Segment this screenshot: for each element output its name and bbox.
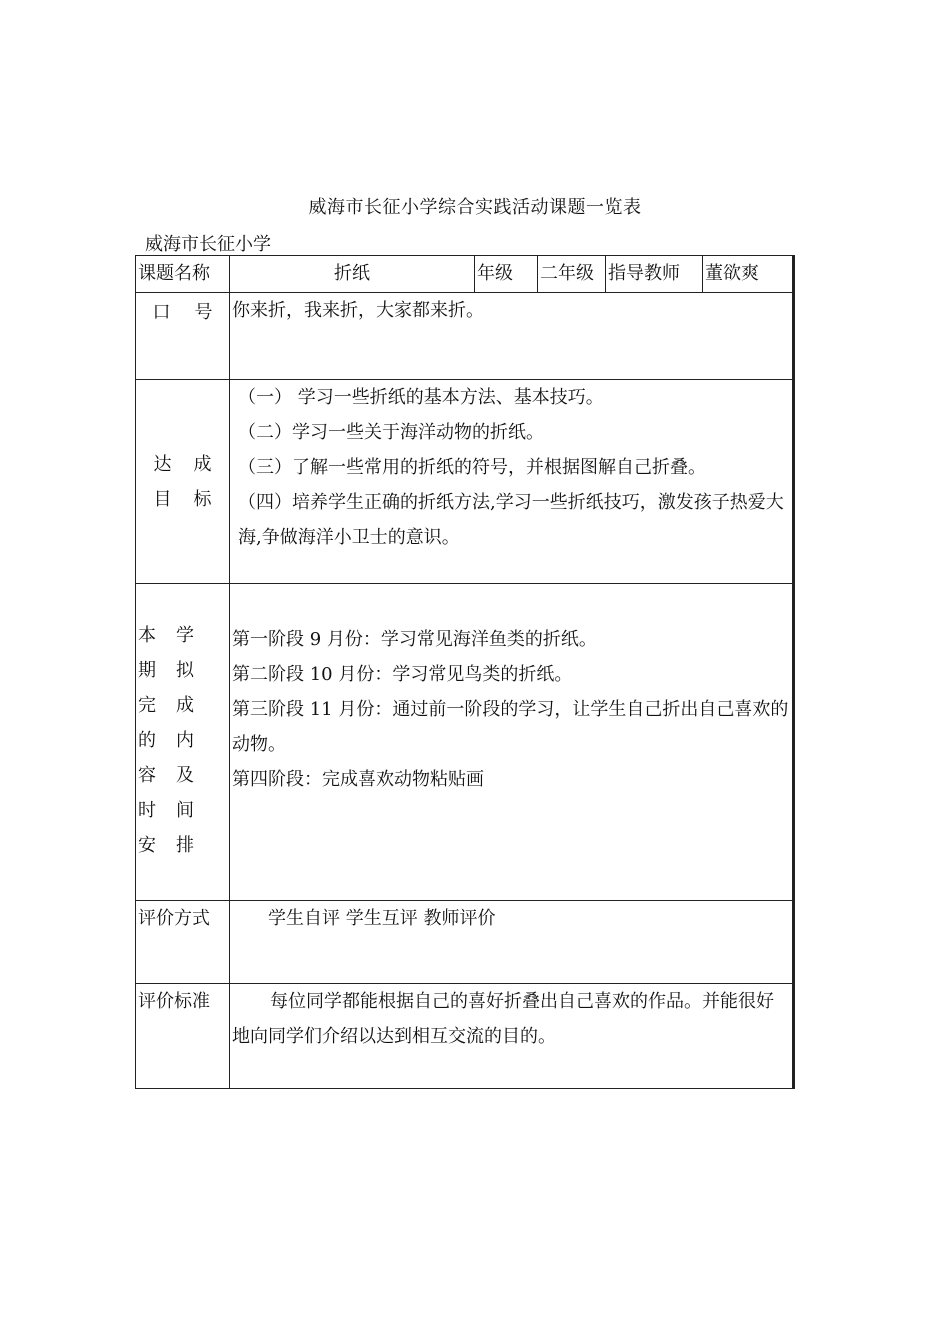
- header-row: [136, 256, 794, 293]
- goal-item: （三）了解一些常用的折纸的符号，并根据图解自己折叠。: [238, 457, 706, 478]
- goals-row: [136, 380, 794, 584]
- evaluation-standard-label: 评价标准: [136, 984, 230, 1089]
- schedule-item: 第一阶段 9 月份：学习常见海洋鱼类的折纸。: [232, 629, 597, 650]
- schedule-item: 第二阶段 10 月份：学习常见鸟类的折纸。: [232, 664, 573, 685]
- schedule-row: [136, 584, 794, 901]
- schedule-label-row: 容 及: [138, 765, 194, 786]
- schedule-label-row: 的 内: [138, 730, 194, 751]
- schedule-label-row: 安 排: [138, 835, 194, 856]
- goals-label-char: 目: [153, 488, 172, 510]
- goal-item: （一） 学习一些折纸的基本方法、基本技巧。: [238, 387, 604, 408]
- slogan-text: 你来折，我来折，大家都来折。: [230, 293, 794, 380]
- evaluation-method-label: 评价方式: [136, 901, 230, 984]
- schedule-label-row: 期 拟: [138, 660, 194, 681]
- schedule-item: 第四阶段：完成喜欢动物粘贴画: [232, 769, 484, 790]
- slogan-label-cell: [136, 293, 230, 380]
- schedule-item: 第三阶段 11 月份：通过前一阶段的学习，让学生自己折出自己喜欢的动物。: [232, 699, 789, 755]
- evaluation-method-row: [136, 901, 794, 984]
- schedule-label-row: 时 间: [138, 800, 194, 821]
- evaluation-standard-text: 每位同学都能根据自己的喜好折叠出自己喜欢的作品。并能很好地向同学们介绍以达到相互交流的目的。: [230, 984, 794, 1089]
- document-title: 威海市长征小学综合实践活动课题一览表: [308, 197, 642, 218]
- grade-label: 年级: [475, 256, 538, 293]
- grade-value: 二年级: [538, 256, 606, 293]
- teacher-label: 指导教师: [606, 256, 703, 293]
- schedule-label-row: 完 成: [138, 695, 194, 716]
- goal-item: （二）学习一些关于海洋动物的折纸。: [238, 422, 544, 443]
- schedule-label-cell: [136, 584, 230, 901]
- schedule-label-row: 本 学: [138, 625, 194, 646]
- evaluation-method-text: 学生自评 学生互评 教师评价: [230, 901, 794, 984]
- topic-table: [135, 255, 795, 1089]
- topic-value: 折纸: [230, 256, 475, 293]
- goal-item: （四）培养学生正确的折纸方法,学习一些折纸技巧，激发孩子热爱大海,争做海洋小卫士的意识。: [238, 492, 784, 548]
- goals-label-char: 标: [193, 488, 212, 510]
- teacher-value: 董欲爽: [703, 256, 794, 293]
- school-name: 威海市长征小学: [145, 234, 271, 255]
- slogan-label-char: 口: [152, 302, 171, 323]
- evaluation-standard-row: [136, 984, 794, 1089]
- topic-label: 课题名称: [136, 256, 230, 293]
- goals-content: [230, 380, 794, 584]
- slogan-label-char: 号: [194, 302, 213, 323]
- schedule-content: [230, 584, 794, 901]
- goals-label-cell: [136, 380, 230, 584]
- goals-label-char: 成: [193, 453, 212, 475]
- goals-label-char: 达: [153, 453, 172, 475]
- slogan-row: [136, 293, 794, 380]
